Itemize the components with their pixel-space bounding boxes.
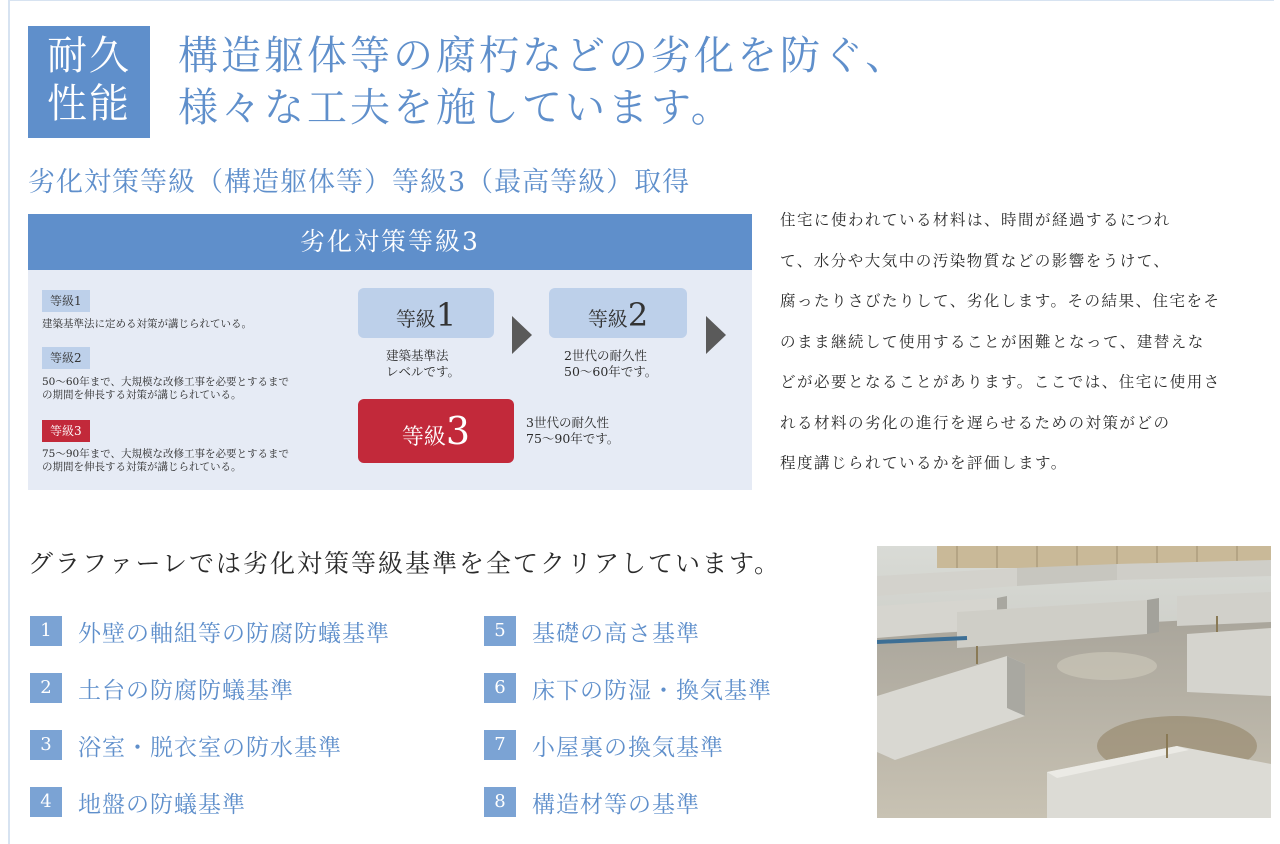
body-line: どが必要となることがあります。ここでは、住宅に使用さ <box>780 373 1221 391</box>
criteria-item <box>30 730 342 760</box>
body-line: て、水分や大気中の汚染物質などの影響をうけて、 <box>780 251 1171 270</box>
grade3-box <box>358 399 514 463</box>
grade3-box-prefix: 等級 <box>401 425 446 450</box>
criteria-label: 小屋裏の換気基準 <box>532 734 724 761</box>
criteria-number: 6 <box>484 673 516 703</box>
criteria-number: 4 <box>30 787 62 817</box>
grade2-tag: 等級2 <box>42 347 90 369</box>
criteria-number: 3 <box>30 730 62 760</box>
criteria-number: 7 <box>484 730 516 760</box>
criteria-item <box>30 787 246 817</box>
criteria-number: 5 <box>484 616 516 646</box>
criteria-label: 土台の防腐防蟻基準 <box>78 677 294 704</box>
grade2-box <box>549 288 687 338</box>
headline <box>178 30 908 134</box>
criteria-label: 浴室・脱衣室の防水基準 <box>78 734 342 761</box>
grade3-box-num: 3 <box>445 409 471 453</box>
grade2-note <box>564 348 657 380</box>
grade1-tag: 等級1 <box>42 290 90 312</box>
criteria-item <box>484 616 700 646</box>
grade3-tag: 等級3 <box>42 420 90 442</box>
criteria-label: 床下の防湿・換気基準 <box>532 677 772 704</box>
criteria-item <box>484 673 772 703</box>
grade1-box <box>358 288 494 338</box>
grade1-note-line1: 建築基準法 <box>386 348 449 363</box>
grade3-note-line2: 75～90年です。 <box>526 431 620 446</box>
grade2-box-num: 2 <box>627 296 649 334</box>
grade1-box-num: 1 <box>435 296 457 334</box>
criteria-label: 地盤の防蟻基準 <box>78 791 246 818</box>
criteria-item <box>30 673 294 703</box>
grade3-desc-line2: の期間を伸長する対策が講じられている。 <box>42 461 242 473</box>
body-line: 程度講じられているかを評価します。 <box>780 454 1068 472</box>
criteria-item <box>484 787 700 817</box>
grade3-desc-line1: 75～90年まで、大規模な改修工事を必要とするまで <box>42 448 290 460</box>
body-line: のまま継続して使用することが困難となって、建替えな <box>780 332 1205 351</box>
grade1-box-prefix: 等級 <box>395 307 436 331</box>
criteria-label: 構造材等の基準 <box>532 791 700 818</box>
criteria-number: 8 <box>484 787 516 817</box>
grade3-note-line1: 3世代の耐久性 <box>526 415 609 430</box>
criteria-label: 外壁の軸組等の防腐防蟻基準 <box>78 620 390 647</box>
grade1-note-line2: レベルです。 <box>386 364 461 379</box>
foundation-photo <box>877 546 1271 818</box>
badge-line2: 性能 <box>47 81 131 127</box>
grade1-desc: 建築基準法に定める対策が講じられている。 <box>42 318 252 330</box>
criteria-label: 基礎の高さ基準 <box>532 620 700 647</box>
criteria-title: グラファーレでは劣化対策等級基準を全てクリアしています。 <box>28 549 782 578</box>
foundation-illustration <box>877 546 1271 818</box>
grade2-note-line1: 2世代の耐久性 <box>564 348 647 363</box>
grade2-desc-line2: の期間を伸長する対策が講じられている。 <box>42 389 242 401</box>
grade2-box-prefix: 等級 <box>587 307 628 331</box>
headline-line1: 構造躯体等の腐朽などの劣化を防ぐ、 <box>178 33 909 79</box>
panel-title: 劣化対策等級3 <box>28 214 752 270</box>
grade3-note <box>526 415 619 447</box>
section-badge <box>28 26 150 138</box>
criteria-number: 2 <box>30 673 62 703</box>
body-text <box>780 200 1280 484</box>
body-line: 腐ったりさびたりして、劣化します。その結果、住宅をそ <box>780 292 1221 310</box>
badge-line1: 耐久 <box>47 33 131 79</box>
body-line: 住宅に使われている材料は、時間が経過するにつれ <box>780 211 1171 229</box>
grade2-note-line2: 50～60年です。 <box>564 364 658 379</box>
grade-panel <box>28 214 752 490</box>
body-line: れる材料の劣化の進行を遅らせるための対策がどの <box>780 413 1171 432</box>
grade2-desc-line1: 50～60年まで、大規模な改修工事を必要とするまで <box>42 376 290 388</box>
criteria-number: 1 <box>30 616 62 646</box>
arrow-icon <box>706 316 726 354</box>
criteria-item <box>484 730 724 760</box>
headline-line2: 様々な工夫を施しています。 <box>178 85 734 131</box>
subheading: 劣化対策等級（構造躯体等）等級3（最高等級）取得 <box>28 167 691 198</box>
arrow-icon <box>512 316 532 354</box>
criteria-item <box>30 616 390 646</box>
grade1-note <box>386 348 460 380</box>
